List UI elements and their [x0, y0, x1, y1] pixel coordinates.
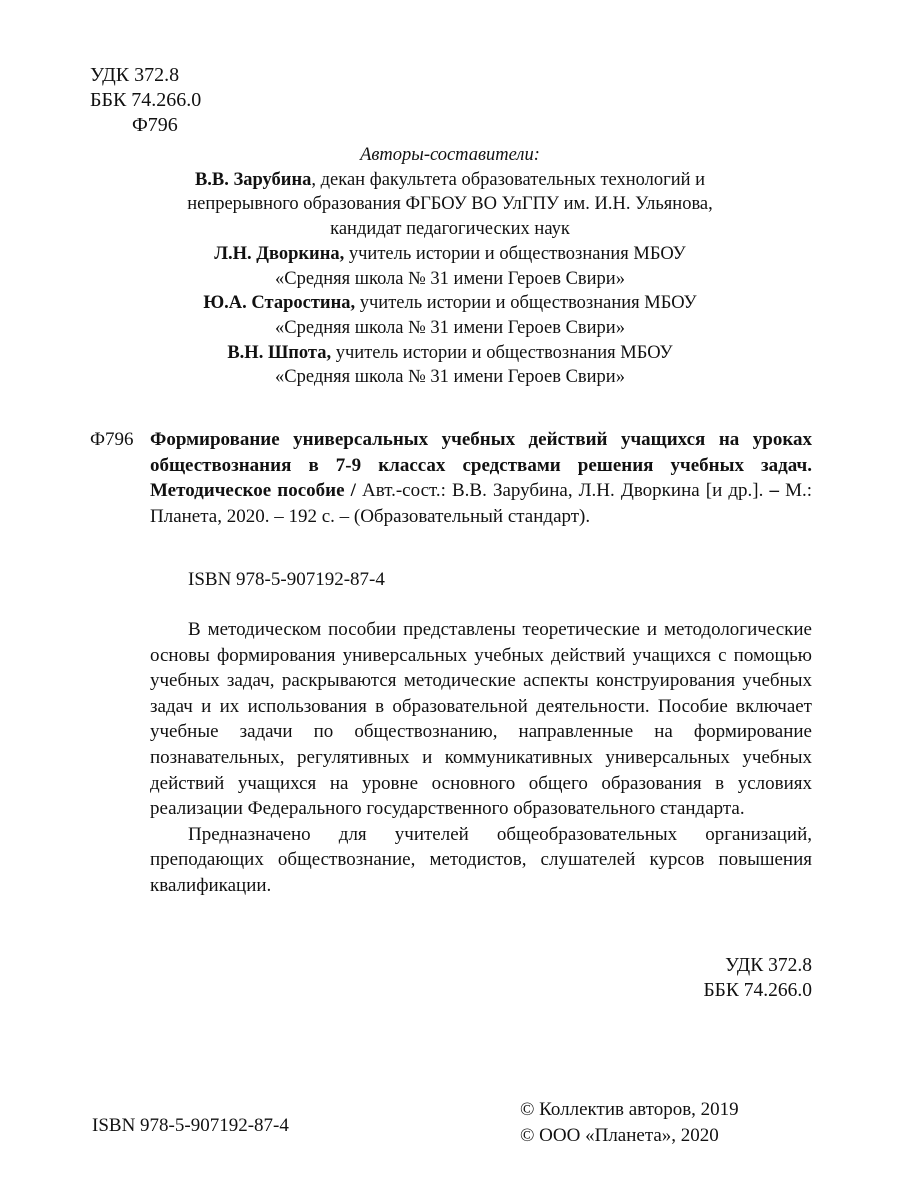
- author-1-role: , декан факультета образовательных технологий и: [311, 169, 706, 190]
- bibliographic-details-2: М.: Планета, 2020. – 192 с. – (Образовательный стандарт).: [150, 480, 812, 527]
- book-title: Формирование универсальных учебных действий учащихся на уроках обществознания в 7-9 классах средствами решения учебных задач. Методическое пособие /: [150, 429, 812, 501]
- author-4-role: учитель истории и обществознания МБОУ: [331, 342, 673, 363]
- author-sign: Ф796: [132, 114, 178, 136]
- isbn-footer: ISBN 978-5-907192-87-4: [92, 1115, 289, 1136]
- author-1-name: В.В. Зарубина: [194, 169, 312, 190]
- author-4-affiliation: «Средняя школа № 31 имени Героев Свири»: [275, 367, 625, 388]
- bibliographic-record: [150, 427, 812, 529]
- author-1-affiliation: непрерывного образования ФГБОУ ВО УлГПУ им. И.Н. Ульянова,: [187, 194, 713, 215]
- authors-block: [0, 143, 900, 390]
- copyright-block: [520, 1097, 739, 1149]
- isbn: ISBN 978-5-907192-87-4: [188, 569, 385, 590]
- classification-codes-bottom: [650, 953, 812, 1003]
- author-3-role: учитель истории и обществознания МБОУ: [355, 293, 697, 314]
- copyright-authors: © Коллектив авторов, 2019: [520, 1099, 739, 1120]
- bibliographic-dash: –: [769, 480, 779, 501]
- copyright-publisher: © ООО «Планета», 2020: [520, 1125, 719, 1146]
- bibliographic-code: Ф796: [90, 429, 134, 450]
- author-1-degree: кандидат педагогических наук: [330, 219, 570, 240]
- author-2-role: учитель истории и обществознания МБОУ: [344, 243, 686, 264]
- classification-codes-top: [90, 63, 201, 138]
- abstract-paragraph-1: В методическом пособии представлены теоретические и методологические основы формирования универсальных учебных действий учащихся с помощью учебных задач, раскрываются методические аспекты конструирования учебных задач и их использования в образовательной деятельности. Пособие включает учебные задачи по обществознанию, направленные на формирование познавательных, регулятивных и коммуникативных универсальных учебных действий учащихся на уровне основного общего образования в условиях реализации Федерального государственного образовательного стандарта.: [150, 619, 812, 820]
- author-3-name: Ю.А. Старостина,: [203, 293, 356, 314]
- bbk-code: ББК 74.266.0: [90, 89, 202, 111]
- author-3: [0, 291, 900, 316]
- udk-code: УДК 372.8: [90, 64, 180, 86]
- author-2: [0, 242, 900, 267]
- author-2-name: Л.Н. Дворкина,: [214, 243, 345, 264]
- abstract-paragraph-2: Предназначено для учителей общеобразовательных организаций, преподающих обществознание, методистов, слушателей курсов повышения квалификации.: [150, 823, 812, 896]
- author-4-name: В.Н. Шпота,: [227, 342, 332, 363]
- author-3-affiliation: «Средняя школа № 31 имени Героев Свири»: [275, 317, 625, 338]
- authors-heading: Авторы-составители:: [360, 145, 540, 165]
- bbk-code-bottom: ББК 74.266.0: [703, 980, 812, 1001]
- author-1: [0, 168, 900, 193]
- author-2-affiliation: «Средняя школа № 31 имени Героев Свири»: [275, 268, 625, 289]
- bibliographic-details-1: Авт.-сост.: В.В. Зарубина, Л.Н. Дворкина [и др.].: [355, 480, 770, 501]
- udk-code-bottom: УДК 372.8: [725, 955, 812, 976]
- abstract: [150, 617, 812, 899]
- author-4: [0, 341, 900, 366]
